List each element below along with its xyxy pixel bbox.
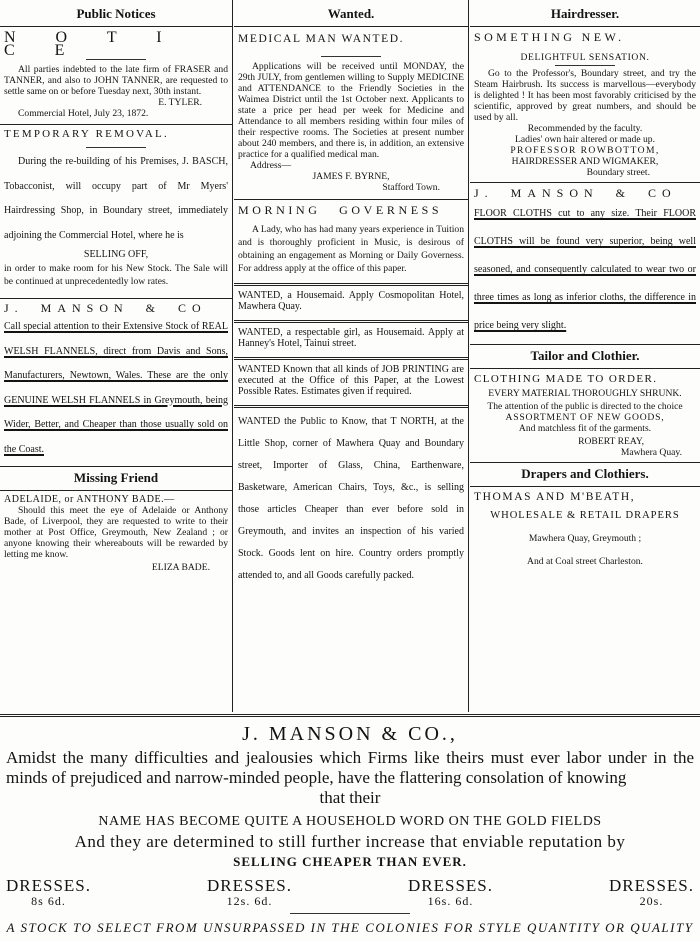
divider <box>555 65 615 66</box>
hairdresser-street: Boundary street. <box>586 167 650 178</box>
divider <box>0 490 232 491</box>
banner-determined: And they are determined to still further increase that enviable reputation by <box>74 832 626 851</box>
banner-footer: A STOCK TO SELECT FROM UNSURPASSED IN THE COLONIES FOR STYLE QUANTITY OR QUALITY <box>6 920 694 935</box>
divider <box>234 320 468 323</box>
divider <box>234 283 468 286</box>
divider <box>0 466 232 467</box>
banner-household: NAME HAS BECOME QUITE A HOUSEHOLD WORD ON THE GOLD FIELDS <box>98 814 602 829</box>
manson-banner-ad <box>0 714 700 941</box>
floor-body: FLOOR CLOTHS cut to any size. Their FLOOR CLOTHS will be found very superior, being well seasoned, and consequently calculated to wear two or three times as long as inferior cloths, the difference in price being very slight. <box>474 208 696 331</box>
medical-heading: MEDICAL MAN WANTED. <box>238 33 405 45</box>
medical-address: Address— <box>250 160 292 171</box>
manson-flannels-ad <box>0 302 232 462</box>
divider <box>470 368 700 369</box>
divider <box>234 199 468 200</box>
divider <box>470 182 700 183</box>
divider <box>234 26 468 27</box>
drapers-head: THOMAS AND M'BEATH, <box>474 491 636 503</box>
banner-that: that their <box>319 788 381 807</box>
medical-man-ad <box>234 33 468 193</box>
column-2 <box>234 0 468 587</box>
removal-ad <box>0 128 232 288</box>
missing-heading: ADELAIDE, or ANTHONY BADE.— <box>4 494 175 505</box>
banner-title: J. MANSON & CO., <box>242 723 458 745</box>
divider <box>290 913 410 914</box>
divider <box>234 357 468 360</box>
divider <box>86 59 146 60</box>
missing-friend-heading: Missing Friend <box>73 470 159 485</box>
tailor-subhead: EVERY MATERIAL THOROUGHLY SHRUNK. <box>488 388 682 399</box>
tailor-head: CLOTHING MADE TO ORDER. <box>474 373 658 385</box>
notice-body: All parties indebted to the late firm of FRASER and TANNER, and also to JOHN TANNER, are requested to settle same on or before Tuesday next, 30th instant. <box>4 64 228 97</box>
manson-heading: J. MANSON & CO <box>4 301 207 315</box>
hairdresser-head: SOMETHING NEW. <box>474 30 625 44</box>
missing-signer: ELIZA BADE. <box>151 562 210 573</box>
dress-label: DRESSES. <box>6 876 91 895</box>
medical-town: Stafford Town. <box>382 182 440 193</box>
hairdresser-recommended: Recommended by the faculty. <box>527 123 643 134</box>
column-1 <box>0 0 232 573</box>
divider <box>321 56 381 57</box>
drapers-ad <box>470 491 700 567</box>
tailor-body: The attention of the public is directed to the choice <box>487 401 683 412</box>
divider <box>470 344 700 345</box>
hairdresser-role: HAIRDRESSER AND WIGMAKER, <box>511 156 659 167</box>
girl-housemaid-ad: WANTED, a respectable girl, as Housemaid. Apply at Hanney's Hotel, Tainui street. <box>238 327 464 349</box>
divider <box>470 26 700 27</box>
dress-price: 12s. 6d. <box>226 894 273 908</box>
dress-offer <box>207 876 292 909</box>
divider <box>470 462 700 463</box>
missing-friend-ad <box>0 494 232 573</box>
public-notices-heading: Public Notices <box>76 6 156 21</box>
dresses-row <box>0 876 700 909</box>
tailor-assortment: ASSORTMENT OF NEW GOODS, <box>505 412 665 423</box>
dress-label: DRESSES. <box>609 876 694 895</box>
hairdresser-ladies: Ladies' own hair altered or made up. <box>515 134 655 145</box>
removal-body: During the re-building of his Premises, J. BASCH, Tobacconist, will occupy part of Mr Myers' Hairdressing Shop, in Boundary street, immediately adjoining the Commercial Hotel, where he is <box>4 156 228 241</box>
tailor-fit: And matchless fit of the garments. <box>518 423 652 434</box>
hairdresser-heading: Hairdresser. <box>550 6 620 21</box>
notice-signer: E. TYLER. <box>158 97 202 108</box>
drapers-place-1: Mawhera Quay, Greymouth ; <box>528 533 642 544</box>
floor-cloths-ad <box>470 187 700 340</box>
dress-label: DRESSES. <box>207 876 292 895</box>
hairdresser-body: Go to the Professor's, Boundary street, and try the Steam Hairbrush. Its success is marvellous—everybody is delighted ! It has been most favorably criticised by the scientific, approved by great numbers, and should be used by all. <box>474 68 696 123</box>
tailor-signer: ROBERT REAY, <box>578 436 644 447</box>
divider <box>0 714 700 717</box>
notice-ad <box>0 31 232 119</box>
divider <box>0 26 232 27</box>
divider <box>470 486 700 487</box>
dress-label: DRESSES. <box>408 876 493 895</box>
column-divider <box>468 0 469 712</box>
removal-heading: TEMPORARY REMOVAL. <box>4 128 169 140</box>
dress-offer <box>6 876 91 909</box>
drapers-place-2: And at Coal street Charleston. <box>527 556 643 567</box>
hairdresser-subhead: DELIGHTFUL SENSATION. <box>520 52 650 63</box>
removal-selling: SELLING OFF, <box>83 249 149 260</box>
dress-price: 16s. 6d. <box>427 894 474 908</box>
tailor-ad <box>470 373 700 458</box>
banner-body: Amidst the many difficulties and jealousies which Firms like theirs must ever labor under in the minds of prejudiced and narrow-minded people, have the flattering consolation of knowing <box>6 748 694 787</box>
column-3 <box>470 0 700 567</box>
divider <box>86 147 146 148</box>
notice-heading: N O T I C E <box>4 29 180 59</box>
dress-offer <box>408 876 493 909</box>
missing-body: Should this meet the eye of Adelaide or Anthony Bade, of Liverpool, they are requested to write to their mother at Post Office, Greymouth, New Zealand ; or anyone knowing their whereabouts will be rewarded by letting me know. <box>4 505 228 560</box>
divider <box>234 405 468 408</box>
dress-offer <box>609 876 694 909</box>
tailor-place: Mawhera Quay. <box>620 447 682 458</box>
housemaid-ad: WANTED, a Housemaid. Apply Cosmopolitan Hotel, Mawhera Quay. <box>238 290 464 312</box>
dress-price: 8s 6d. <box>31 894 66 908</box>
job-printing-ad: WANTED Known that all kinds of JOB PRINTING are executed at the Office of this Paper, at the Lowest Possible Rates. Estimates given if required. <box>238 364 464 397</box>
governess-heading: MORNING GOVERNESS <box>238 203 443 217</box>
wanted-heading: Wanted. <box>327 6 375 21</box>
manson-body: Call special attention to their Extensive Stock of REAL WELSH FLANNELS, direct from Davis and Sons, Manufacturers, Newtown, Wales. These are the only GENUINE WELSH FLANNELS in Greymouth, being Wider, Better, and Cheaper than those usually sold on the Coast. <box>4 321 228 455</box>
divider <box>0 124 232 125</box>
drapers-subhead: WHOLESALE & RETAIL DRAPERS <box>490 510 680 521</box>
removal-tail: in order to make room for his New Stock. The Sale will be continued at unprecedentedly low rates. <box>4 263 228 287</box>
tailor-heading: Tailor and Clothier. <box>530 348 640 363</box>
divider <box>0 298 232 299</box>
governess-body: A Lady, who has had many years experience in Tuition and is thoroughly proficient in Music, is desirous of obtaining an engagement as Morning or Daily Governess. For address apply at the office of this paper. <box>238 224 464 274</box>
medical-signer: JAMES F. BYRNE, <box>312 171 390 182</box>
governess-ad <box>234 204 468 275</box>
hairdresser-ad <box>470 31 700 178</box>
column-divider <box>232 0 233 712</box>
drapers-heading: Drapers and Clothiers. <box>521 466 649 481</box>
north-shop-ad: WANTED the Public to Know, that T NORTH, at the Little Shop, corner of Mawhera Quay and Boundary street, Importer of Glass, China, Earthenware, Basketware, American Chairs, Toys, &c., is selling those articles Cheaper than ever before sold in Greymouth, and invites an inspection of his varied Stock. Goods lent on hire. Country orders promptly attended to, and all Goods carefully packed. <box>238 416 464 581</box>
notice-place: Commercial Hotel, July 23, 1872. <box>18 108 149 119</box>
hairdresser-professor: PROFESSOR ROWBOTTOM, <box>510 145 660 156</box>
medical-body: Applications will be received until MONDAY, the 29th JULY, from gentlemen willing to Supply MEDICINE and ATTENDANCE to the Friendly Societies in the Waimea District until the 1st October next. Applicants to state a price per head per week for Medicine and Attendance to all members residing within four miles of their respective rooms. The Societies at present number about 240 members, and there is, in addition, an extensive practice for a qualified medical man. <box>238 61 464 160</box>
floor-heading: J. MANSON & CO <box>474 186 677 200</box>
banner-selling: SELLING CHEAPER THAN EVER. <box>233 854 467 869</box>
dress-price: 20s. <box>639 894 664 908</box>
